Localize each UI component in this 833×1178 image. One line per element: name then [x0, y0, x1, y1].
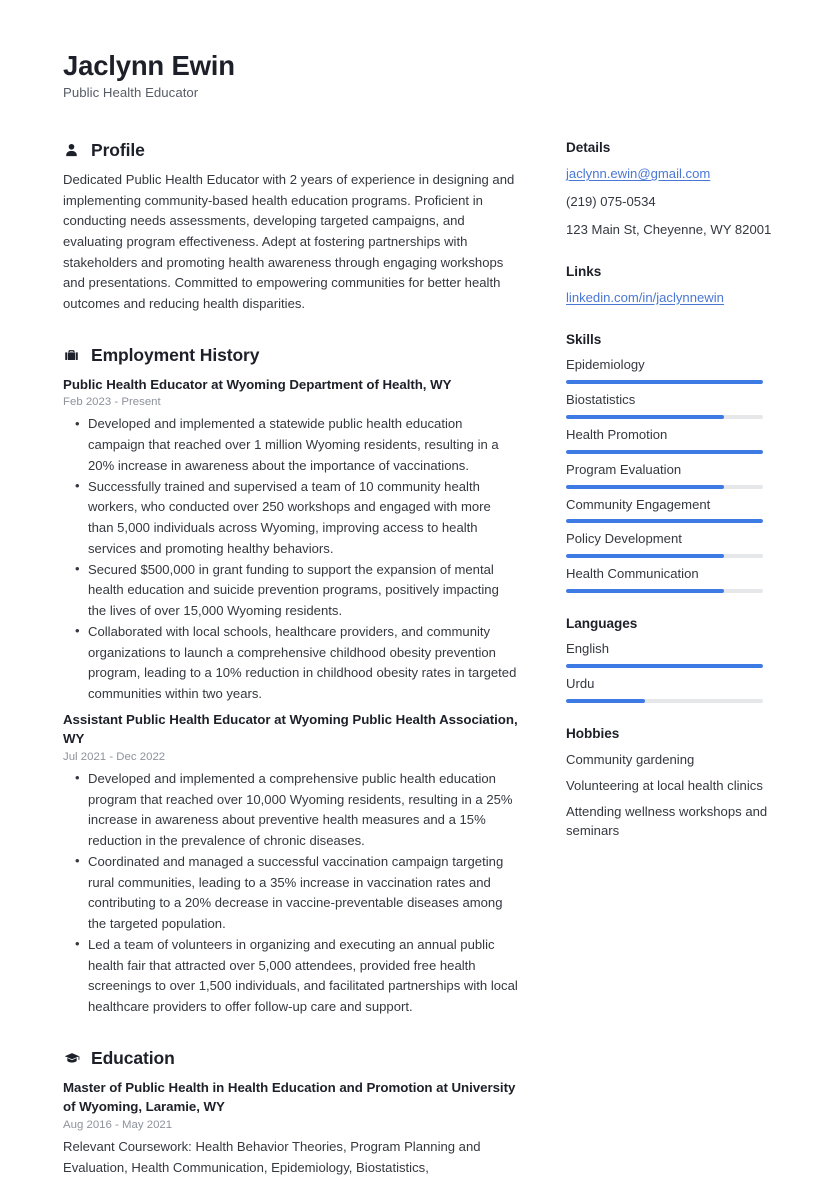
spacer [566, 248, 788, 264]
hobby-item: Attending wellness workshops and seminars [566, 803, 768, 839]
section-employment-title: Employment History [91, 344, 260, 365]
section-profile [63, 140, 519, 315]
linkedin-link[interactable]: linkedin.com/in/jaclynnewin [566, 289, 724, 305]
skill-label: Health Promotion [566, 426, 668, 442]
list-item: • Collaborated with local schools, healthcare providers, and community organizations to launch a comprehensive childhood obesity prevention program, leading to a 10% reduction in childhood obesity rates in targeted communities within two years. [88, 622, 519, 705]
sidebar-block-skills [566, 332, 788, 594]
skill-label: Program Evaluation [566, 461, 682, 477]
main-column [63, 140, 519, 1178]
skill-rating-fill [566, 380, 763, 384]
employment-entry [63, 375, 519, 705]
sidebar-links-title: Links [566, 263, 602, 279]
language-rating-bar [566, 699, 763, 703]
skill-item [566, 356, 788, 384]
language-item [566, 675, 788, 703]
employment-entry-title: Assistant Public Health Educator at Wyoming Public Health Association, WY [63, 711, 518, 747]
skill-label: Epidemiology [566, 356, 645, 372]
hobby-item: Volunteering at local health clinics [566, 778, 763, 794]
spacer [566, 710, 788, 726]
list-item: • Successfully trained and supervised a team of 10 community health workers, who conducted over 250 workshops and engaged with more than 5,000 individuals across Wyoming, improving access to health services and promoting healthy behaviors. [88, 477, 519, 560]
list-item: • Coordinated and managed a successful vaccination campaign targeting rural communities, leading to a 35% increase in vaccination rates and contributing to a 20% decrease in vaccine-preventable diseases among the targeted population. [88, 852, 519, 935]
skill-item [566, 530, 788, 558]
spacer [63, 1018, 519, 1048]
briefcase-icon [63, 347, 80, 364]
skill-item [566, 426, 788, 454]
address-text: 123 Main St, Cheyenne, WY 82001 [566, 221, 772, 237]
candidate-job-title: Public Health Educator [63, 84, 199, 100]
section-profile-body [63, 170, 519, 315]
resume-header [63, 50, 563, 100]
employment-entry [63, 710, 519, 1018]
section-education [63, 1048, 519, 1178]
language-label: English [566, 641, 610, 657]
skill-rating-bar [566, 485, 763, 489]
section-education-title: Education [91, 1047, 175, 1068]
employment-entry-date: Jul 2021 - Dec 2022 [63, 750, 166, 763]
list-item: • Developed and implemented a statewide public health education campaign that reached over 1 million Wyoming residents, resulting in a 20% increase in awareness about the importance of vaccinations. [88, 414, 519, 476]
graduation-cap-icon [63, 1050, 80, 1067]
skill-label: Policy Development [566, 531, 682, 547]
skill-rating-bar [566, 380, 763, 384]
sidebar-details-title: Details [566, 140, 611, 155]
sidebar-block-links [566, 264, 788, 308]
section-employment-body [63, 375, 519, 1018]
skill-rating-fill [566, 450, 763, 454]
hobby-item: Community gardening [566, 752, 695, 768]
sidebar-block-hobbies [566, 726, 788, 841]
employment-entry-bullets [63, 769, 519, 1018]
section-employment-header [63, 345, 519, 366]
skill-item [566, 391, 788, 419]
skill-rating-fill [566, 554, 724, 558]
email-link[interactable]: jaclynn.ewin@gmail.com [566, 166, 711, 181]
skill-rating-bar [566, 519, 763, 523]
profile-text: Dedicated Public Health Educator with 2 years of experience in designing and implementing community-based health education programs. Proficient in conducting needs assessments, developing targeted campaigns, and evaluating program effectiveness. Adept at fostering partnerships with stakeholders and promoting health awareness through engaging workshops and presentations. Committed to empowering communities for better health outcomes and reducing health disparities. [63, 172, 515, 312]
employment-entry-date: Feb 2023 - Present [63, 396, 161, 409]
spacer [63, 315, 519, 345]
education-entry-description: Relevant Coursework: Health Behavior Theories, Program Planning and Evaluation, Health Communication, Epidemiology, Biostatistics, [63, 1138, 481, 1175]
skill-label: Community Engagement [566, 496, 711, 512]
skill-rating-bar [566, 450, 763, 454]
sidebar-block-details [566, 140, 788, 240]
language-rating-fill [566, 699, 645, 703]
sidebar-block-languages [566, 616, 788, 703]
skill-item [566, 496, 788, 524]
skill-rating-fill [566, 415, 724, 419]
skill-rating-fill [566, 485, 724, 489]
skill-rating-bar [566, 589, 763, 593]
skill-rating-bar [566, 554, 763, 558]
section-profile-header [63, 140, 519, 161]
skill-rating-fill [566, 519, 763, 523]
skill-label: Health Communication [566, 566, 699, 582]
sidebar-hobbies-title: Hobbies [566, 726, 620, 742]
spacer [566, 600, 788, 616]
list-item: • Secured $500,000 in grant funding to support the expansion of mental health education and suicide prevention programs, positively impacting the lives of over 15,000 Wyoming residents. [88, 560, 519, 622]
skill-rating-bar [566, 415, 763, 419]
employment-entry-title: Public Health Educator at Wyoming Department of Health, WY [63, 376, 452, 392]
section-education-body [63, 1078, 519, 1178]
section-profile-title: Profile [91, 140, 145, 160]
language-rating-bar [566, 664, 763, 668]
sidebar-column [566, 140, 788, 847]
skill-label: Biostatistics [566, 391, 636, 407]
spacer [566, 316, 788, 332]
education-entry [63, 1078, 519, 1178]
person-icon [63, 142, 80, 159]
skill-rating-fill [566, 589, 724, 593]
section-employment [63, 345, 519, 1018]
language-label: Urdu [566, 676, 595, 692]
list-item: • Led a team of volunteers in organizing and executing an annual public health fair that attracted over 5,000 attendees, provided free health screenings to over 1,500 individuals, and facilitated partnerships with local healthcare providers to offer follow-up care and support. [88, 935, 519, 1018]
sidebar-skills-title: Skills [566, 331, 602, 347]
skill-item [566, 565, 788, 593]
list-item: • Developed and implemented a comprehensive public health education program that reached over 10,000 Wyoming residents, resulting in a 25% increase in awareness about preventive health measures and a 15% reduction in the prevalence of chronic diseases. [88, 769, 519, 852]
phone-text: (219) 075-0534 [566, 193, 656, 209]
skill-item [566, 461, 788, 489]
language-rating-fill [566, 664, 763, 668]
sidebar-languages-title: Languages [566, 616, 638, 632]
language-item [566, 640, 788, 668]
education-entry-title: Master of Public Health in Health Education and Promotion at University of Wyoming, Laramie, WY [63, 1079, 516, 1115]
employment-entry-bullets [63, 414, 519, 705]
section-education-header [63, 1048, 519, 1069]
education-entry-date: Aug 2016 - May 2021 [63, 1118, 173, 1131]
candidate-name: Jaclynn Ewin [63, 50, 235, 81]
